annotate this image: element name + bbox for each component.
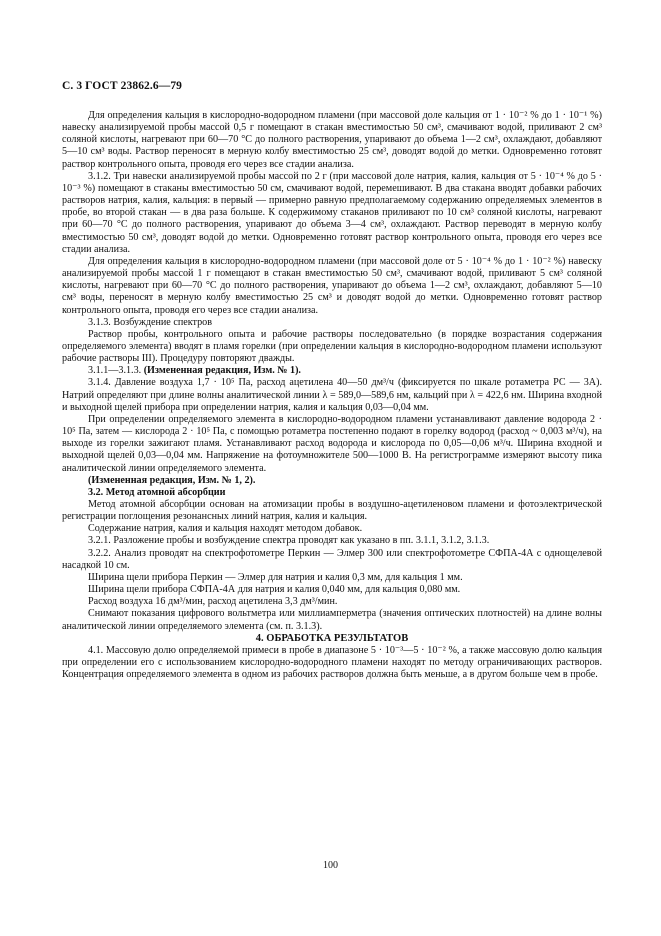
paragraph: Ширина щели прибора СФПА-4А для натрия и калия 0,040 мм, для кальция 0,080 мм. xyxy=(88,584,461,596)
paragraph: Ширина щели прибора Перкин — Элмер для натрия и калия 0,3 мм, для кальция 1 мм. xyxy=(88,571,463,583)
paragraph: 3.1.2. Три навески анализируемой пробы массой по 2 г (при массовой доле натрия, калия, кальция от 5 · 10⁻⁴ % до 5 · 10⁻³ %) помещают в стаканы вместимостью 50 см, смачивают водой, перемешивают. В два стакана вводят добавки рабочих растворов натрия, калия, кальция: в первый — примерно равную предполагаемому содержанию определяемых элементов в пробе, во второй стакан — в два раза больше. К содержимому стаканов приливают по 10 см³ соляной кислоты, нагревают при 60—70 °С до полного растворения, упаривают до объема 3—4 см³, охлаждают. Раствор переводят в мерную колбу вместимостью 50 см³, доводят водой до метки. Одновременно готовят раствор контрольного опыта, проводя его через все стадии анализа. xyxy=(62,170,602,255)
paragraph: Расход воздуха 16 дм³/мин, расход ацетилена 3,3 дм³/мин. xyxy=(88,596,338,608)
paragraph: 4.1. Массовую долю определяемой примеси в пробе в диапазоне 5 · 10⁻³—5 · 10⁻² %, а также массовую долю кальция при определении его с использованием кислородно-водородного пламени находят по методу ограничивающих растворов. Концентрация определяемого элемента в одном из рабочих растворов должна быть меньше, а в другом больше чем в пробе. xyxy=(62,644,602,681)
edit-note-prefix: 3.1.1—3.1.3. xyxy=(88,365,144,377)
paragraph: 3.2.2. Анализ проводят на спектрофотометре Перкин — Элмер 300 или спектрофотометре СФПА-4А с однощелевой насадкой 10 см. xyxy=(62,547,602,571)
paragraph: Метод атомной абсорбции основан на атомизации пробы в воздушно-ацетиленовом пламени и фотоэлектрической регистрации поглощения резонансных линий натрия, калия и кальция. xyxy=(62,499,602,523)
paragraph: Для определения кальция в кислородно-водородном пламени (при массовой доле кальция от 1 · 10⁻² % до 1 · 10⁻¹ %) навеску анализируемой пробы массой 0,5 г помещают в стакан вместимостью 50 см³, смачивают водой, приливают 2 см³ соляной кислоты, нагревают при 60—70 °С до полного растворения, упаривают до объема 1—2 см³, охлаждают, добавляют 5—10 см³ воды. Раствор переносят в мерную колбу вместимостью 25 см³, доводят водой до метки. Одновременно готовят раствор контрольного опыта, проводя его через все стадии анализа. xyxy=(62,110,602,170)
page-number: 100 xyxy=(323,860,338,871)
paragraph: Раствор пробы, контрольного опыта и рабочие растворы последовательно (в порядке возрастания содержания определяемого элемента) вводят в пламя горелки (при определении кальция в кислородно-водородном пламени используют рабочие растворы III). Процедуру повторяют дважды. xyxy=(62,328,602,365)
paragraph: Снимают показания цифрового вольтметра или миллиамперметра (значения оптических плотностей) на длине волны аналитической линии определяемого элемента (см. п. 3.1.3). xyxy=(62,608,602,632)
paragraph: 3.1.4. Давление воздуха 1,7 · 10⁵ Па, расход ацетилена 40—50 дм³/ч (фиксируется по шкале ротаметра РС — 3А). Натрий определяют при длине волны аналитической линии λ = 589,0—589,6 нм, кальций при λ = 422,6 нм. Ширина входной и выходной щелей прибора при определении натрия, калия и кальция 0,03—0,04 мм. xyxy=(62,377,602,413)
paragraph: При определении определяемого элемента в кислородно-водородном пламени устанавливают давление водорода 2 · 10⁵ Па, затем — кислорода 2 · 10⁵ Па, с помощью ротаметра постепенно подают в горелку водород (расход ~ 0,003 м³/ч), на выходе из горелки зажигают пламя. Устанавливают расход водорода и кислорода по 0,05—0,06 м³/ч. Ширина входной и выходной щелей 0,03—0,04 мм. Напряжение на фотоумножителе 500—1000 В. На регистрограмме измеряют высоту пика аналитической линии определяемого элемента. xyxy=(62,413,602,474)
paragraph: 3.1.3. Возбуждение спектров xyxy=(88,316,212,328)
paragraph: Для определения кальция в кислородно-водородном пламени (при массовой доле от 5 · 10⁻⁴ % до 1 · 10⁻² %) навеску анализируемой пробы массой 1 г помещают в стакан вместимостью 50 см³, смачивают водой, приливают 5 см³ соляной кислоты, нагревают при 60—70 °С до полного растворения, упаривают до объема 1—2 см³, охлаждают, добавляют 5—10 см³ воды, переносят в мерную колбу вместимостью 25 см³ и доводят водой до метки. Одновременно готовят раствор контрольного опыта, проводя его через все стадии анализа. xyxy=(62,255,602,316)
paragraph: Содержание натрия, калия и кальция находят методом добавок. xyxy=(88,523,363,535)
section-heading: 3.2. Метод атомной абсорбции xyxy=(88,486,226,498)
edit-note-text: (Измененная редакция, Изм. № 1). xyxy=(143,365,301,377)
edit-note: (Измененная редакция, Изм. № 1, 2). xyxy=(88,474,256,486)
document-body xyxy=(62,110,602,681)
paragraph: 3.2.1. Разложение пробы и возбуждение спектра проводят как указано в пп. 3.1.1, 3.1.2, 3.1.3. xyxy=(88,535,490,547)
edit-note xyxy=(62,365,602,377)
page-header: С. 3 ГОСТ 23862.6—79 xyxy=(62,80,183,92)
section-heading: 4. ОБРАБОТКА РЕЗУЛЬТАТОВ xyxy=(255,632,409,644)
